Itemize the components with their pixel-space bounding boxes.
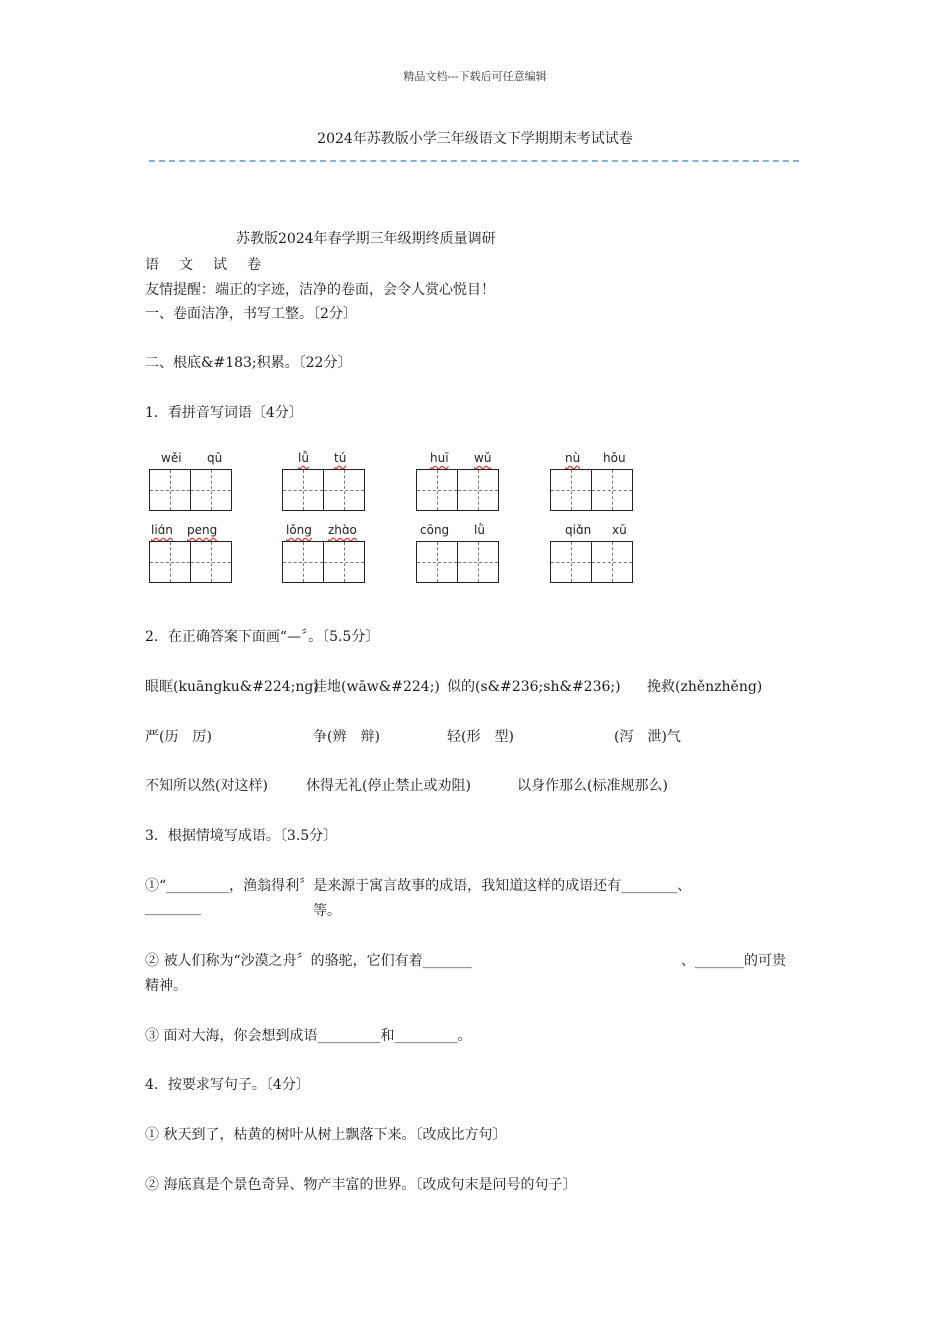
pinyin-syllable: qū	[207, 451, 223, 465]
pinyin-syllable: liɑ́n	[151, 523, 173, 537]
choice-item: 似的(s&#236;sh&#236;)	[447, 679, 621, 695]
writing-box[interactable]	[550, 469, 592, 511]
pinyin-syllable: hǒu	[603, 451, 626, 465]
q3-item-2-line-1-end: 、_______的可贵	[681, 953, 786, 969]
subject-heading	[145, 254, 281, 274]
q3-item-1-end: 等。	[313, 903, 341, 919]
pinyin-syllable: nù	[565, 451, 581, 465]
pinyin-syllable: huī	[430, 451, 449, 465]
writing-box[interactable]	[457, 541, 499, 583]
writing-box[interactable]	[190, 541, 232, 583]
writing-box[interactable]	[591, 541, 633, 583]
choice-item: 严(历 厉)	[145, 729, 212, 745]
question-3-title: 3．根据情境写成语。〔3.5分〕	[145, 828, 338, 844]
q3-item-1-blank: ________	[145, 900, 201, 916]
pinyin-syllable: wěi	[161, 451, 182, 465]
pinyin-syllable: tú	[334, 451, 347, 465]
document-title: 2024年苏教版小学三年级语文下学期期末考试试卷	[317, 131, 633, 147]
choice-item: 休得无礼(停止禁止或劝阻)	[306, 778, 471, 794]
subject-char: 文	[179, 257, 193, 273]
pinyin-syllable: qiɑ̌n	[565, 523, 592, 537]
q3-item-1-line-1: ①“_________，渔翁得利〞是来源于寓言故事的成语，我知道这样的成语还有________、	[145, 878, 692, 894]
q3-item-2-line-2: 精神。	[145, 978, 187, 994]
choice-item: 眼眶(kuāngku&#224;ng)	[145, 679, 319, 695]
writing-box[interactable]	[416, 469, 458, 511]
section-one-heading: 一、卷面洁净，书写工整。〔2分〕	[145, 306, 357, 322]
pinyin-syllable: zhɑ̀o	[328, 523, 357, 537]
choice-item: 不知所以然(对这样)	[145, 778, 268, 794]
pinyin-syllable: peng	[187, 523, 218, 537]
writing-box[interactable]	[550, 541, 592, 583]
question-1-title: 1．看拼音写词语〔4分〕	[145, 405, 303, 421]
writing-box[interactable]	[149, 541, 191, 583]
subject-char: 卷	[247, 257, 261, 273]
q3-item-3: ③ 面对大海，你会想到成语_________和_________。	[145, 1028, 472, 1044]
subject-char: 试	[213, 257, 227, 273]
writing-box[interactable]	[457, 469, 499, 511]
page-header: 精品文档---下载后可任意编辑	[403, 70, 547, 83]
choice-item: 洼地(wāw&#224;)	[313, 679, 440, 695]
pinyin-syllable: lǚ	[298, 451, 309, 465]
q3-item-2-line-1: ② 被人们称为“沙漠之舟〞的骆驼，它们有着_______	[145, 953, 472, 969]
friendly-reminder: 友情提醒：端正的字迹，洁净的卷面，会令人赏心悦目！	[145, 282, 495, 298]
writing-box[interactable]	[282, 469, 324, 511]
pinyin-syllable: xū	[612, 523, 627, 537]
section-two-heading: 二、根底&#183;积累。〔22分〕	[145, 355, 352, 371]
question-4-title: 4．按要求写句子。〔4分〕	[145, 1077, 310, 1093]
exam-subtitle: 苏教版2024年春学期三年级期终质量调研	[236, 231, 496, 247]
choice-item: 轻(形 型)	[447, 729, 514, 745]
writing-box[interactable]	[282, 541, 324, 583]
writing-box[interactable]	[323, 541, 365, 583]
writing-box[interactable]	[149, 469, 191, 511]
writing-box[interactable]	[591, 469, 633, 511]
choice-item: 以身作那么(标准规那么)	[517, 778, 668, 794]
pinyin-syllable: cōng	[420, 523, 450, 537]
question-2-title: 2．在正确答案下面画“—〞。〔5.5分〕	[145, 629, 380, 645]
q4-item-1: ① 秋天到了，枯黄的树叶从树上飘落下来。〔改成比方句〕	[145, 1127, 507, 1143]
dashed-divider	[149, 160, 799, 162]
writing-box[interactable]	[190, 469, 232, 511]
choice-item: 挽救(zhěnzhěng)	[647, 679, 763, 695]
writing-box[interactable]	[323, 469, 365, 511]
pinyin-syllable: wǔ	[474, 451, 492, 465]
pinyin-syllable: lǒng	[286, 523, 312, 537]
pinyin-syllable: lǜ	[474, 523, 485, 537]
writing-box[interactable]	[416, 541, 458, 583]
choice-item: (泻 泄)气	[614, 729, 681, 745]
subject-char: 语	[145, 257, 159, 273]
choice-item: 争(辨 辩)	[313, 729, 380, 745]
q4-item-2: ② 海底真是个景色奇异、物产丰富的世界。〔改成句末是问号的句子〕	[145, 1177, 577, 1193]
